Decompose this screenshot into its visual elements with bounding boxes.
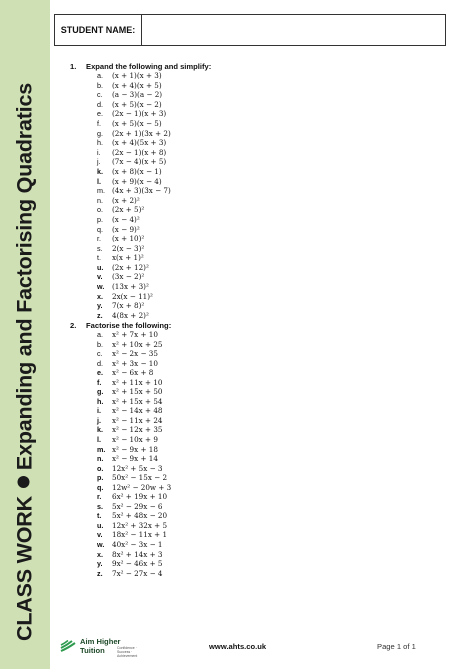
item-expression: 40x² − 3x − 1 (112, 540, 163, 550)
item-letter: c. (97, 90, 103, 100)
item-letter: a. (97, 71, 103, 80)
item-expression: x² − 9x + 18 (112, 444, 158, 454)
list-item (97, 282, 171, 292)
list-item (97, 445, 171, 455)
list-item (97, 109, 171, 119)
item-expression: 7x² − 27x − 4 (112, 568, 163, 578)
item-expression: 6x² + 19x + 10 (112, 492, 168, 502)
item-letter: m. (97, 444, 106, 454)
list-item (97, 234, 171, 244)
item-expression: x² − 11x + 24 (112, 415, 163, 425)
sidebar-title-right: Expanding and Factorising Quadratics (12, 83, 37, 471)
item-letter: y. (97, 301, 103, 311)
student-name-box (54, 14, 446, 46)
question-1-text: Expand the following and simplify: (86, 62, 212, 71)
list-item (97, 272, 171, 282)
item-letter: r. (97, 492, 102, 502)
list-item (97, 368, 171, 378)
item-expression: (x + 2)² (112, 195, 140, 205)
item-letter: v. (97, 530, 103, 540)
item-expression: 2x(x − 11)² (112, 291, 153, 301)
list-item (97, 167, 171, 177)
item-expression: 4(8x + 2)² (112, 310, 149, 320)
item-expression: x² + 10x + 25 (112, 339, 163, 349)
item-letter: f. (97, 377, 102, 387)
website-link[interactable]: www.ahts.co.uk (209, 642, 267, 651)
item-letter: i. (97, 147, 101, 157)
item-letter: i. (97, 406, 101, 416)
item-letter: b. (97, 339, 103, 349)
item-letter: k. (97, 425, 103, 435)
item-expression: (7x − 4)(x + 5) (112, 157, 167, 167)
item-letter: u. (97, 520, 104, 530)
list-item (97, 559, 171, 569)
question-1-list (97, 71, 171, 320)
logo-tagline: Confidence · Success · Achievement (117, 646, 138, 658)
item-expression: 12x² + 5x − 3 (112, 463, 163, 473)
item-letter: b. (97, 80, 103, 90)
item-expression: 12w² − 20w + 3 (112, 482, 172, 492)
item-expression: (x + 10)² (112, 234, 145, 244)
item-expression: 18x² − 11x + 1 (112, 530, 168, 540)
list-item (97, 454, 171, 464)
list-item (97, 263, 171, 273)
item-letter: w. (97, 282, 105, 292)
item-letter: e. (97, 109, 103, 119)
list-item (97, 502, 171, 512)
item-expression: (2x − 1)(x + 3) (112, 109, 167, 119)
item-letter: f. (97, 118, 101, 128)
item-letter: l. (97, 435, 101, 445)
list-item (97, 349, 171, 359)
item-letter: c. (97, 349, 103, 359)
list-item (97, 186, 171, 196)
sidebar-band (0, 0, 50, 669)
item-expression: x² − 6x + 8 (112, 368, 154, 378)
question-2-list (97, 330, 171, 578)
item-expression: 7(x + 8)² (112, 301, 145, 311)
student-name-label: STUDENT NAME: (55, 15, 142, 45)
item-expression: 9x² − 46x + 5 (112, 559, 163, 569)
item-expression: x² − 12x + 35 (112, 425, 163, 435)
item-expression: 2(x − 3)² (112, 243, 145, 253)
item-expression: (x + 9)(x − 4) (112, 176, 162, 186)
item-letter: v. (97, 272, 103, 282)
item-expression: (x + 4)(5x + 3) (112, 138, 167, 148)
sidebar-title (13, 83, 38, 641)
list-item (97, 292, 171, 302)
list-item (97, 138, 171, 148)
list-item (97, 425, 171, 435)
item-letter: g. (97, 128, 103, 138)
item-letter: j. (97, 157, 101, 167)
list-item (97, 100, 171, 110)
item-expression: (2x + 1)(3x + 2) (112, 128, 171, 138)
list-item (97, 215, 171, 225)
item-letter: h. (97, 138, 103, 148)
page-number: Page 1 of 1 (377, 642, 416, 651)
item-expression: 12x² + 32x + 5 (112, 520, 168, 530)
list-item (97, 330, 171, 340)
item-letter: x. (97, 291, 103, 301)
item-expression: x² − 2x − 35 (112, 349, 158, 359)
item-expression: x² + 7x + 10 (112, 330, 158, 339)
list-item (97, 119, 171, 129)
item-expression: (x − 4)² (112, 214, 140, 224)
item-letter: s. (97, 243, 103, 253)
footer (56, 636, 446, 658)
question-2-number: 2. (70, 321, 77, 330)
item-expression: x² − 9x + 14 (112, 454, 158, 464)
item-expression: (x + 1)(x + 3) (112, 71, 162, 80)
item-expression: 5x² − 29x − 6 (112, 501, 163, 511)
item-expression: (2x + 12)² (112, 262, 149, 272)
item-letter: e. (97, 368, 103, 378)
list-item (97, 301, 171, 311)
list-item (97, 340, 171, 350)
list-item (97, 311, 171, 321)
list-item (97, 225, 171, 235)
list-item (97, 397, 171, 407)
item-letter: p. (97, 473, 104, 483)
item-expression: (13x + 3)² (112, 282, 149, 292)
item-letter: k. (97, 166, 103, 176)
list-item (97, 157, 171, 167)
list-item (97, 71, 171, 81)
question-2-title (70, 321, 171, 330)
item-letter: j. (97, 415, 101, 425)
item-letter: t. (97, 511, 102, 521)
item-letter: x. (97, 549, 103, 559)
list-item (97, 129, 171, 139)
list-item (97, 521, 171, 531)
item-letter: u. (97, 262, 104, 272)
item-expression: (x + 5)(x − 5) (112, 118, 162, 128)
list-item (97, 416, 171, 426)
logo-wordmark (80, 637, 121, 655)
list-item (97, 244, 171, 254)
student-name-field[interactable] (142, 15, 445, 45)
list-item (97, 359, 171, 369)
item-letter: w. (97, 540, 105, 550)
list-item (97, 492, 171, 502)
item-expression: 5x² + 48x − 20 (112, 511, 168, 521)
list-item (97, 90, 171, 100)
list-item (97, 81, 171, 91)
list-item (97, 464, 171, 474)
sidebar-title-left: CLASS WORK (12, 496, 37, 641)
question-2-text: Factorise the following: (86, 321, 172, 330)
item-letter: p. (97, 214, 103, 224)
item-letter: s. (97, 501, 103, 511)
item-letter: z. (97, 568, 103, 578)
list-item (97, 387, 171, 397)
item-letter: r. (97, 234, 101, 244)
list-item (97, 148, 171, 158)
item-letter: z. (97, 310, 103, 320)
item-expression: x² + 3x − 10 (112, 358, 158, 368)
item-letter: m. (97, 186, 105, 196)
list-item (97, 406, 171, 416)
item-expression: (2x − 1)(x + 8) (112, 147, 167, 157)
item-expression: x(x + 1)² (112, 253, 144, 263)
item-expression: x² − 10x + 9 (112, 435, 158, 445)
list-item (97, 511, 171, 521)
list-item (97, 569, 171, 579)
item-letter: h. (97, 396, 104, 406)
item-expression: x² + 15x + 50 (112, 387, 163, 397)
item-expression: x² + 11x + 10 (112, 377, 163, 387)
list-item (97, 483, 171, 493)
item-expression: x² + 15x + 54 (112, 396, 163, 406)
item-letter: n. (97, 454, 104, 464)
item-expression: 8x² + 14x + 3 (112, 549, 163, 559)
item-expression: (2x + 5)² (112, 205, 145, 215)
item-expression: x² − 14x + 48 (112, 406, 163, 416)
list-item (97, 435, 171, 445)
item-letter: t. (97, 253, 101, 263)
item-letter: l. (97, 176, 101, 186)
item-expression: (3x − 2)² (112, 272, 145, 282)
item-letter: y. (97, 559, 103, 569)
item-expression: 50x² − 15x − 2 (112, 473, 168, 483)
item-letter: a. (97, 330, 103, 339)
item-letter: d. (97, 99, 103, 109)
item-expression: (x + 5)(x − 2) (112, 99, 162, 109)
aim-higher-logo-icon (60, 640, 76, 653)
logo-line-1: Aim Higher (80, 637, 121, 646)
item-expression: (x − 9)² (112, 224, 140, 234)
list-item (97, 205, 171, 215)
item-letter: d. (97, 358, 103, 368)
list-item (97, 253, 171, 263)
list-item (97, 196, 171, 206)
item-expression: (4x + 3)(3x − 7) (112, 186, 171, 196)
list-item (97, 177, 171, 187)
question-1-title (70, 62, 211, 71)
item-expression: (x + 4)(x + 5) (112, 80, 162, 90)
list-item (97, 540, 171, 550)
list-item (97, 378, 171, 388)
list-item (97, 473, 171, 483)
item-letter: q. (97, 224, 103, 234)
list-item (97, 550, 171, 560)
item-letter: n. (97, 195, 103, 205)
item-expression: (x + 8)(x − 1) (112, 166, 162, 176)
logo-line-2: Tuition (80, 646, 105, 655)
item-expression: (a − 3)(a − 2) (112, 90, 163, 100)
item-letter: o. (97, 205, 103, 215)
item-letter: o. (97, 463, 104, 473)
question-1-number: 1. (70, 62, 77, 71)
list-item (97, 530, 171, 540)
bullet-dot-icon (18, 476, 30, 488)
item-letter: g. (97, 387, 104, 397)
item-letter: q. (97, 482, 104, 492)
